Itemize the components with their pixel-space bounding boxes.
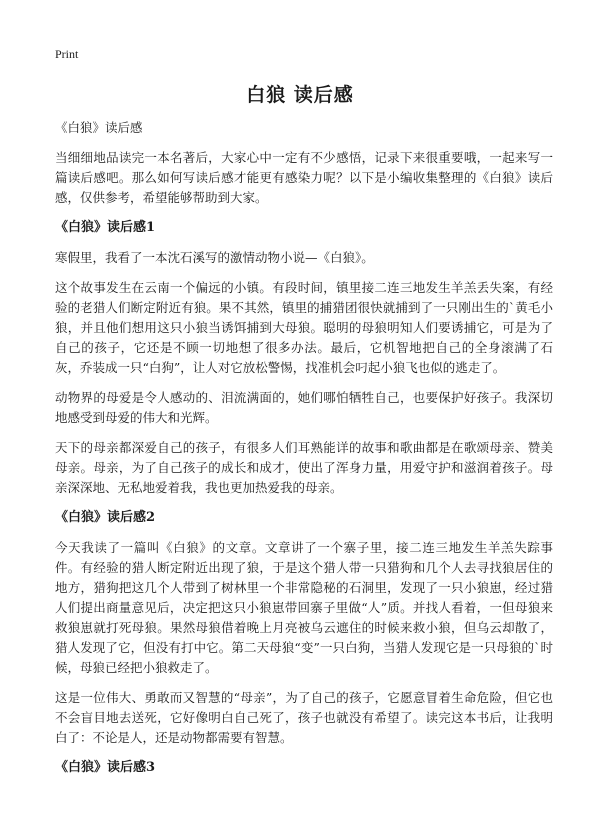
print-label[interactable]: Print bbox=[55, 47, 79, 61]
section-heading-3: 《白狼》读后感3 bbox=[55, 760, 156, 775]
document-title: 白狼 读后感 bbox=[246, 84, 354, 106]
section1-paragraph-2: 这个故事发生在云南一个偏远的小镇。有段时间，镇里接二连三地发生羊羔丢失案，有经验的老猎人们断定附近有狼。果不其然，镇里的捕猎团很快就捕到了一只刚出生的`黄毛小狼，并且他们想用这只小狼当诱饵捕到大母狼。聪明的母狼明知人们要诱捕它，可是为了自己的孩子，它还是不顾一切地想了很多办法。最后，它机智地把自己的全身滚满了石灰，乔装成一只“白狗”，让人对它放松警惕，找准机会叼起小狼飞也似的逃走了。 bbox=[55, 280, 553, 375]
document-body bbox=[55, 118, 553, 788]
document-subtitle: 《白狼》读后感 bbox=[55, 120, 143, 135]
section1-paragraph-4: 天下的母亲都深爱自己的孩子，有很多人们耳熟能详的故事和歌曲都是在歌颂母亲、赞美母亲。母亲，为了自己孩子的成长和成才，使出了浑身力量，用爱守护和滋润着孩子。母亲深深地、无私地爱着我，我也更加热爱我的母亲。 bbox=[55, 440, 553, 495]
section1-paragraph-1: 寒假里，我看了一本沈石溪写的激情动物小说—《白狼》。 bbox=[55, 250, 374, 265]
section-heading-2: 《白狼》读后感2 bbox=[55, 510, 156, 525]
intro-paragraph: 当细细地品读完一本名著后，大家心中一定有不少感悟，记录下来很重要哦，一起来写一篇读后感吧。那么如何写读后感才能更有感染力呢？以下是小编收集整理的《白狼》读后感，仅供参考，希望能够帮助到大家。 bbox=[55, 150, 553, 205]
section-heading-1: 《白狼》读后感1 bbox=[55, 220, 156, 235]
section2-paragraph-1: 今天我读了一篇叫《白狼》的文章。文章讲了一个寨子里，接二连三地发生羊羔失踪事件。有经验的猎人断定附近出现了狼，于是这个猎人带一只猎狗和几个人去寻找狼居住的地方，猎狗把这几个人带到了树林里一个非常隐秘的石洞里，发现了一只小狼崽，经过猎人们提出商量意见后，决定把这只小狼崽带回寨子里做“人”质。并找人看着，一但母狼来救狼崽就打死母狼。果然母狼借着晚上月亮被乌云遮住的时候来救小狼，但乌云却散了，猎人发现了它，但没有打中它。第二天母狼“变”一只白狗，当猎人发现它是一只母狼的`时候，母狼已经把小狼救走了。 bbox=[55, 540, 553, 675]
section2-paragraph-2: 这是一位伟大、勇敢而又智慧的“母亲”，为了自己的孩子，它愿意冒着生命危险，但它也不会盲目地去送死，它好像明白自己死了，孩子也就没有希望了。读完这本书后，让我明白了：不论是人，还是动物都需要有智慧。 bbox=[55, 690, 553, 745]
section1-paragraph-3: 动物界的母爱是令人感动的、泪流满面的，她们哪怕牺牲自己，也要保护好孩子。我深切地感受到母爱的伟大和光辉。 bbox=[55, 390, 553, 425]
